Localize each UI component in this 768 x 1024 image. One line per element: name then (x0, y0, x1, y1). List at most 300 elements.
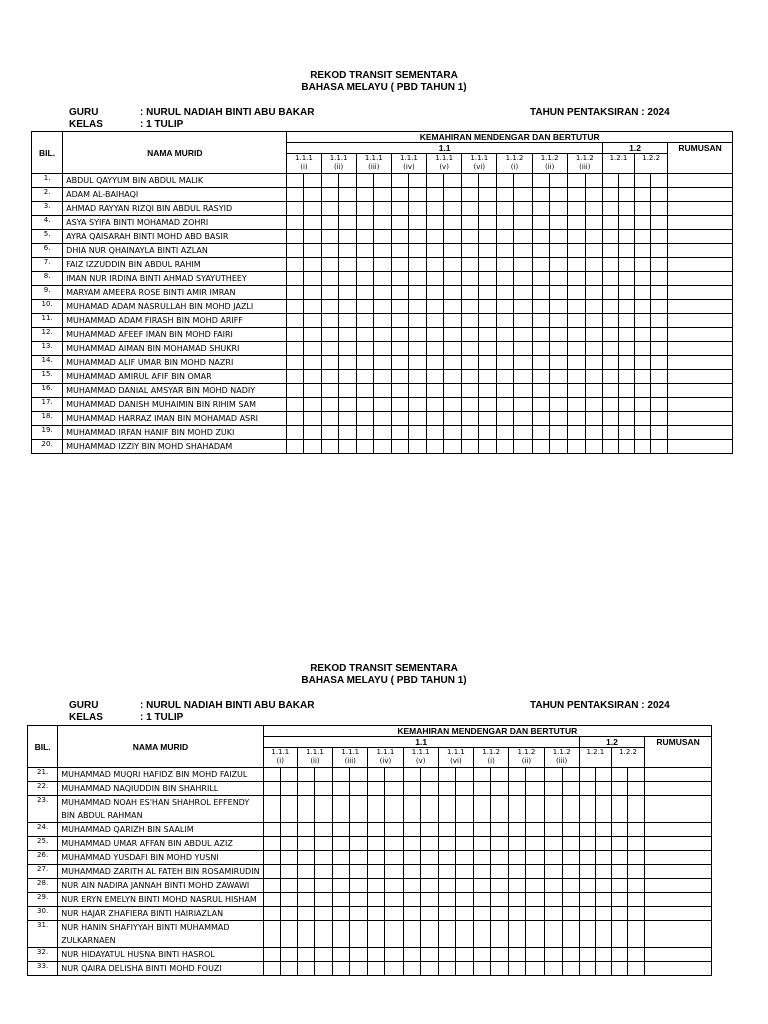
mark-cell[interactable] (474, 796, 491, 823)
mark-cell[interactable] (526, 823, 544, 837)
mark-cell[interactable] (579, 948, 595, 962)
mark-cell[interactable] (544, 879, 562, 893)
mark-cell[interactable] (455, 879, 473, 893)
mark-cell[interactable] (491, 865, 509, 879)
mark-cell[interactable] (491, 907, 509, 921)
mark-cell[interactable] (280, 823, 297, 837)
mark-cell[interactable] (314, 879, 332, 893)
mark-cell[interactable] (385, 851, 403, 865)
rumusan-cell[interactable] (645, 837, 712, 851)
mark-cell[interactable] (562, 823, 579, 837)
mark-cell[interactable] (350, 865, 368, 879)
mark-cell[interactable] (455, 962, 473, 976)
mark-cell[interactable] (297, 879, 314, 893)
mark-cell[interactable] (491, 796, 509, 823)
mark-cell[interactable] (474, 879, 491, 893)
mark-cell[interactable] (403, 782, 420, 796)
mark-cell[interactable] (474, 893, 491, 907)
mark-cell[interactable] (314, 837, 332, 851)
mark-cell[interactable] (544, 907, 562, 921)
mark-cell[interactable] (526, 851, 544, 865)
mark-cell[interactable] (280, 851, 297, 865)
mark-cell[interactable] (526, 948, 544, 962)
mark-cell[interactable] (544, 768, 562, 782)
rumusan-cell[interactable] (645, 796, 712, 823)
mark-cell[interactable] (297, 837, 314, 851)
mark-cell[interactable] (297, 962, 314, 976)
mark-cell[interactable] (491, 879, 509, 893)
rumusan-cell[interactable] (645, 921, 712, 948)
mark-cell[interactable] (385, 768, 403, 782)
mark-cell[interactable] (403, 948, 420, 962)
mark-cell[interactable] (385, 893, 403, 907)
mark-cell[interactable] (420, 893, 438, 907)
mark-cell[interactable] (544, 796, 562, 823)
mark-cell[interactable] (455, 768, 473, 782)
mark-cell[interactable] (474, 907, 491, 921)
mark-cell[interactable] (297, 865, 314, 879)
mark-cell[interactable] (628, 823, 645, 837)
mark-cell[interactable] (263, 893, 280, 907)
mark-cell[interactable] (333, 879, 350, 893)
mark-cell[interactable] (280, 948, 297, 962)
mark-cell[interactable] (544, 893, 562, 907)
mark-cell[interactable] (368, 768, 385, 782)
mark-cell[interactable] (438, 948, 455, 962)
mark-cell[interactable] (474, 837, 491, 851)
rumusan-cell[interactable] (645, 768, 712, 782)
mark-cell[interactable] (562, 865, 579, 879)
mark-cell[interactable] (314, 782, 332, 796)
mark-cell[interactable] (297, 907, 314, 921)
mark-cell[interactable] (403, 851, 420, 865)
mark-cell[interactable] (595, 823, 611, 837)
mark-cell[interactable] (403, 823, 420, 837)
mark-cell[interactable] (385, 865, 403, 879)
mark-cell[interactable] (474, 962, 491, 976)
mark-cell[interactable] (333, 921, 350, 948)
mark-cell[interactable] (579, 851, 595, 865)
mark-cell[interactable] (420, 962, 438, 976)
mark-cell[interactable] (509, 796, 526, 823)
mark-cell[interactable] (526, 921, 544, 948)
mark-cell[interactable] (455, 948, 473, 962)
mark-cell[interactable] (509, 921, 526, 948)
mark-cell[interactable] (491, 768, 509, 782)
mark-cell[interactable] (403, 921, 420, 948)
mark-cell[interactable] (350, 782, 368, 796)
mark-cell[interactable] (403, 837, 420, 851)
mark-cell[interactable] (263, 907, 280, 921)
mark-cell[interactable] (314, 823, 332, 837)
mark-cell[interactable] (333, 782, 350, 796)
mark-cell[interactable] (438, 962, 455, 976)
mark-cell[interactable] (491, 782, 509, 796)
mark-cell[interactable] (544, 921, 562, 948)
mark-cell[interactable] (263, 865, 280, 879)
mark-cell[interactable] (368, 921, 385, 948)
mark-cell[interactable] (314, 768, 332, 782)
mark-cell[interactable] (595, 893, 611, 907)
mark-cell[interactable] (420, 907, 438, 921)
mark-cell[interactable] (579, 823, 595, 837)
mark-cell[interactable] (263, 782, 280, 796)
mark-cell[interactable] (350, 948, 368, 962)
mark-cell[interactable] (455, 893, 473, 907)
mark-cell[interactable] (595, 962, 611, 976)
rumusan-cell[interactable] (645, 851, 712, 865)
mark-cell[interactable] (297, 796, 314, 823)
mark-cell[interactable] (579, 782, 595, 796)
mark-cell[interactable] (438, 796, 455, 823)
mark-cell[interactable] (579, 865, 595, 879)
mark-cell[interactable] (438, 768, 455, 782)
mark-cell[interactable] (579, 962, 595, 976)
mark-cell[interactable] (314, 962, 332, 976)
mark-cell[interactable] (280, 837, 297, 851)
mark-cell[interactable] (263, 962, 280, 976)
mark-cell[interactable] (611, 823, 627, 837)
mark-cell[interactable] (611, 865, 627, 879)
mark-cell[interactable] (628, 768, 645, 782)
mark-cell[interactable] (544, 948, 562, 962)
mark-cell[interactable] (628, 948, 645, 962)
mark-cell[interactable] (263, 837, 280, 851)
mark-cell[interactable] (314, 907, 332, 921)
mark-cell[interactable] (420, 823, 438, 837)
mark-cell[interactable] (385, 837, 403, 851)
mark-cell[interactable] (526, 879, 544, 893)
mark-cell[interactable] (544, 782, 562, 796)
mark-cell[interactable] (280, 782, 297, 796)
mark-cell[interactable] (611, 921, 627, 948)
rumusan-cell[interactable] (645, 893, 712, 907)
mark-cell[interactable] (595, 879, 611, 893)
rumusan-cell[interactable] (645, 948, 712, 962)
mark-cell[interactable] (509, 851, 526, 865)
mark-cell[interactable] (579, 879, 595, 893)
mark-cell[interactable] (333, 796, 350, 823)
mark-cell[interactable] (562, 768, 579, 782)
mark-cell[interactable] (314, 893, 332, 907)
mark-cell[interactable] (474, 851, 491, 865)
mark-cell[interactable] (595, 837, 611, 851)
mark-cell[interactable] (385, 782, 403, 796)
mark-cell[interactable] (474, 948, 491, 962)
mark-cell[interactable] (438, 893, 455, 907)
mark-cell[interactable] (509, 865, 526, 879)
mark-cell[interactable] (280, 879, 297, 893)
mark-cell[interactable] (333, 948, 350, 962)
mark-cell[interactable] (368, 879, 385, 893)
mark-cell[interactable] (611, 879, 627, 893)
mark-cell[interactable] (628, 907, 645, 921)
mark-cell[interactable] (403, 879, 420, 893)
mark-cell[interactable] (297, 921, 314, 948)
mark-cell[interactable] (455, 865, 473, 879)
mark-cell[interactable] (420, 768, 438, 782)
mark-cell[interactable] (297, 893, 314, 907)
mark-cell[interactable] (526, 962, 544, 976)
mark-cell[interactable] (438, 879, 455, 893)
mark-cell[interactable] (579, 893, 595, 907)
mark-cell[interactable] (368, 823, 385, 837)
rumusan-cell[interactable] (645, 823, 712, 837)
mark-cell[interactable] (562, 921, 579, 948)
mark-cell[interactable] (491, 851, 509, 865)
mark-cell[interactable] (611, 907, 627, 921)
rumusan-cell[interactable] (645, 782, 712, 796)
mark-cell[interactable] (628, 879, 645, 893)
mark-cell[interactable] (368, 893, 385, 907)
mark-cell[interactable] (491, 948, 509, 962)
mark-cell[interactable] (562, 782, 579, 796)
mark-cell[interactable] (455, 907, 473, 921)
mark-cell[interactable] (263, 921, 280, 948)
mark-cell[interactable] (438, 865, 455, 879)
mark-cell[interactable] (595, 948, 611, 962)
mark-cell[interactable] (595, 921, 611, 948)
mark-cell[interactable] (611, 768, 627, 782)
mark-cell[interactable] (333, 907, 350, 921)
mark-cell[interactable] (297, 851, 314, 865)
mark-cell[interactable] (297, 948, 314, 962)
mark-cell[interactable] (579, 921, 595, 948)
mark-cell[interactable] (544, 823, 562, 837)
mark-cell[interactable] (562, 948, 579, 962)
mark-cell[interactable] (385, 921, 403, 948)
mark-cell[interactable] (526, 796, 544, 823)
mark-cell[interactable] (628, 921, 645, 948)
mark-cell[interactable] (509, 782, 526, 796)
mark-cell[interactable] (455, 837, 473, 851)
mark-cell[interactable] (368, 837, 385, 851)
mark-cell[interactable] (368, 865, 385, 879)
mark-cell[interactable] (420, 948, 438, 962)
mark-cell[interactable] (509, 893, 526, 907)
mark-cell[interactable] (509, 879, 526, 893)
mark-cell[interactable] (579, 796, 595, 823)
mark-cell[interactable] (280, 962, 297, 976)
mark-cell[interactable] (420, 851, 438, 865)
mark-cell[interactable] (350, 837, 368, 851)
mark-cell[interactable] (509, 962, 526, 976)
mark-cell[interactable] (333, 893, 350, 907)
mark-cell[interactable] (333, 823, 350, 837)
mark-cell[interactable] (297, 782, 314, 796)
mark-cell[interactable] (474, 823, 491, 837)
mark-cell[interactable] (350, 823, 368, 837)
mark-cell[interactable] (420, 879, 438, 893)
mark-cell[interactable] (368, 962, 385, 976)
mark-cell[interactable] (350, 796, 368, 823)
mark-cell[interactable] (438, 837, 455, 851)
mark-cell[interactable] (491, 962, 509, 976)
mark-cell[interactable] (333, 768, 350, 782)
rumusan-cell[interactable] (645, 907, 712, 921)
mark-cell[interactable] (280, 921, 297, 948)
mark-cell[interactable] (438, 782, 455, 796)
mark-cell[interactable] (368, 782, 385, 796)
mark-cell[interactable] (333, 851, 350, 865)
mark-cell[interactable] (455, 851, 473, 865)
mark-cell[interactable] (350, 921, 368, 948)
mark-cell[interactable] (263, 796, 280, 823)
mark-cell[interactable] (455, 782, 473, 796)
mark-cell[interactable] (595, 851, 611, 865)
mark-cell[interactable] (263, 948, 280, 962)
mark-cell[interactable] (350, 768, 368, 782)
mark-cell[interactable] (595, 907, 611, 921)
mark-cell[interactable] (595, 865, 611, 879)
mark-cell[interactable] (403, 893, 420, 907)
mark-cell[interactable] (385, 907, 403, 921)
mark-cell[interactable] (611, 948, 627, 962)
mark-cell[interactable] (562, 851, 579, 865)
mark-cell[interactable] (263, 879, 280, 893)
mark-cell[interactable] (455, 796, 473, 823)
mark-cell[interactable] (403, 768, 420, 782)
mark-cell[interactable] (420, 837, 438, 851)
mark-cell[interactable] (385, 962, 403, 976)
mark-cell[interactable] (333, 865, 350, 879)
mark-cell[interactable] (526, 837, 544, 851)
mark-cell[interactable] (509, 823, 526, 837)
mark-cell[interactable] (544, 865, 562, 879)
mark-cell[interactable] (611, 796, 627, 823)
mark-cell[interactable] (333, 837, 350, 851)
mark-cell[interactable] (385, 879, 403, 893)
mark-cell[interactable] (420, 865, 438, 879)
mark-cell[interactable] (579, 907, 595, 921)
mark-cell[interactable] (385, 796, 403, 823)
mark-cell[interactable] (280, 865, 297, 879)
mark-cell[interactable] (562, 879, 579, 893)
mark-cell[interactable] (509, 837, 526, 851)
mark-cell[interactable] (509, 948, 526, 962)
mark-cell[interactable] (314, 948, 332, 962)
mark-cell[interactable] (611, 837, 627, 851)
mark-cell[interactable] (544, 851, 562, 865)
mark-cell[interactable] (263, 768, 280, 782)
mark-cell[interactable] (611, 851, 627, 865)
mark-cell[interactable] (526, 768, 544, 782)
mark-cell[interactable] (280, 796, 297, 823)
mark-cell[interactable] (280, 907, 297, 921)
mark-cell[interactable] (280, 768, 297, 782)
mark-cell[interactable] (455, 823, 473, 837)
mark-cell[interactable] (579, 768, 595, 782)
rumusan-cell[interactable] (645, 865, 712, 879)
rumusan-cell[interactable] (645, 962, 712, 976)
mark-cell[interactable] (438, 907, 455, 921)
mark-cell[interactable] (314, 865, 332, 879)
mark-cell[interactable] (385, 823, 403, 837)
mark-cell[interactable] (562, 962, 579, 976)
mark-cell[interactable] (455, 921, 473, 948)
mark-cell[interactable] (350, 879, 368, 893)
mark-cell[interactable] (350, 893, 368, 907)
mark-cell[interactable] (403, 796, 420, 823)
mark-cell[interactable] (314, 921, 332, 948)
mark-cell[interactable] (474, 782, 491, 796)
mark-cell[interactable] (595, 768, 611, 782)
mark-cell[interactable] (491, 893, 509, 907)
mark-cell[interactable] (628, 796, 645, 823)
row-number: 3. (32, 202, 63, 216)
mark-cell[interactable] (491, 837, 509, 851)
mark-cell[interactable] (526, 782, 544, 796)
mark-cell[interactable] (350, 962, 368, 976)
mark-cell[interactable] (628, 865, 645, 879)
mark-cell[interactable] (403, 907, 420, 921)
rumusan-cell[interactable] (645, 879, 712, 893)
mark-cell[interactable] (385, 948, 403, 962)
mark-cell[interactable] (611, 962, 627, 976)
mark-cell[interactable] (562, 893, 579, 907)
mark-cell[interactable] (544, 962, 562, 976)
mark-cell[interactable] (368, 796, 385, 823)
mark-cell[interactable] (509, 768, 526, 782)
mark-cell[interactable] (438, 823, 455, 837)
mark-cell[interactable] (403, 962, 420, 976)
mark-cell[interactable] (628, 962, 645, 976)
mark-cell[interactable] (562, 907, 579, 921)
mark-cell[interactable] (314, 796, 332, 823)
mark-cell[interactable] (611, 893, 627, 907)
mark-cell[interactable] (350, 907, 368, 921)
mark-cell[interactable] (368, 948, 385, 962)
mark-cell[interactable] (297, 768, 314, 782)
mark-cell[interactable] (333, 962, 350, 976)
mark-cell[interactable] (438, 921, 455, 948)
mark-cell[interactable] (509, 907, 526, 921)
mark-cell[interactable] (403, 865, 420, 879)
mark-cell[interactable] (544, 837, 562, 851)
mark-cell[interactable] (562, 796, 579, 823)
mark-cell[interactable] (368, 851, 385, 865)
mark-cell[interactable] (263, 851, 280, 865)
mark-cell[interactable] (628, 782, 645, 796)
mark-cell[interactable] (491, 921, 509, 948)
mark-cell[interactable] (474, 768, 491, 782)
mark-cell[interactable] (628, 851, 645, 865)
mark-cell[interactable] (562, 837, 579, 851)
mark-cell[interactable] (420, 796, 438, 823)
mark-cell[interactable] (579, 837, 595, 851)
mark-cell[interactable] (474, 921, 491, 948)
mark-cell[interactable] (438, 851, 455, 865)
mark-cell[interactable] (280, 893, 297, 907)
mark-cell[interactable] (420, 921, 438, 948)
mark-cell[interactable] (491, 823, 509, 837)
mark-cell[interactable] (628, 837, 645, 851)
mark-cell[interactable] (368, 907, 385, 921)
mark-cell[interactable] (314, 851, 332, 865)
mark-cell[interactable] (474, 865, 491, 879)
mark-cell[interactable] (595, 782, 611, 796)
mark-cell[interactable] (526, 907, 544, 921)
mark-cell[interactable] (297, 823, 314, 837)
mark-cell[interactable] (595, 796, 611, 823)
mark-cell[interactable] (420, 782, 438, 796)
mark-cell[interactable] (628, 893, 645, 907)
mark-cell[interactable] (526, 893, 544, 907)
mark-cell[interactable] (263, 823, 280, 837)
mark-cell[interactable] (611, 782, 627, 796)
mark-cell[interactable] (350, 851, 368, 865)
mark-cell[interactable] (526, 865, 544, 879)
